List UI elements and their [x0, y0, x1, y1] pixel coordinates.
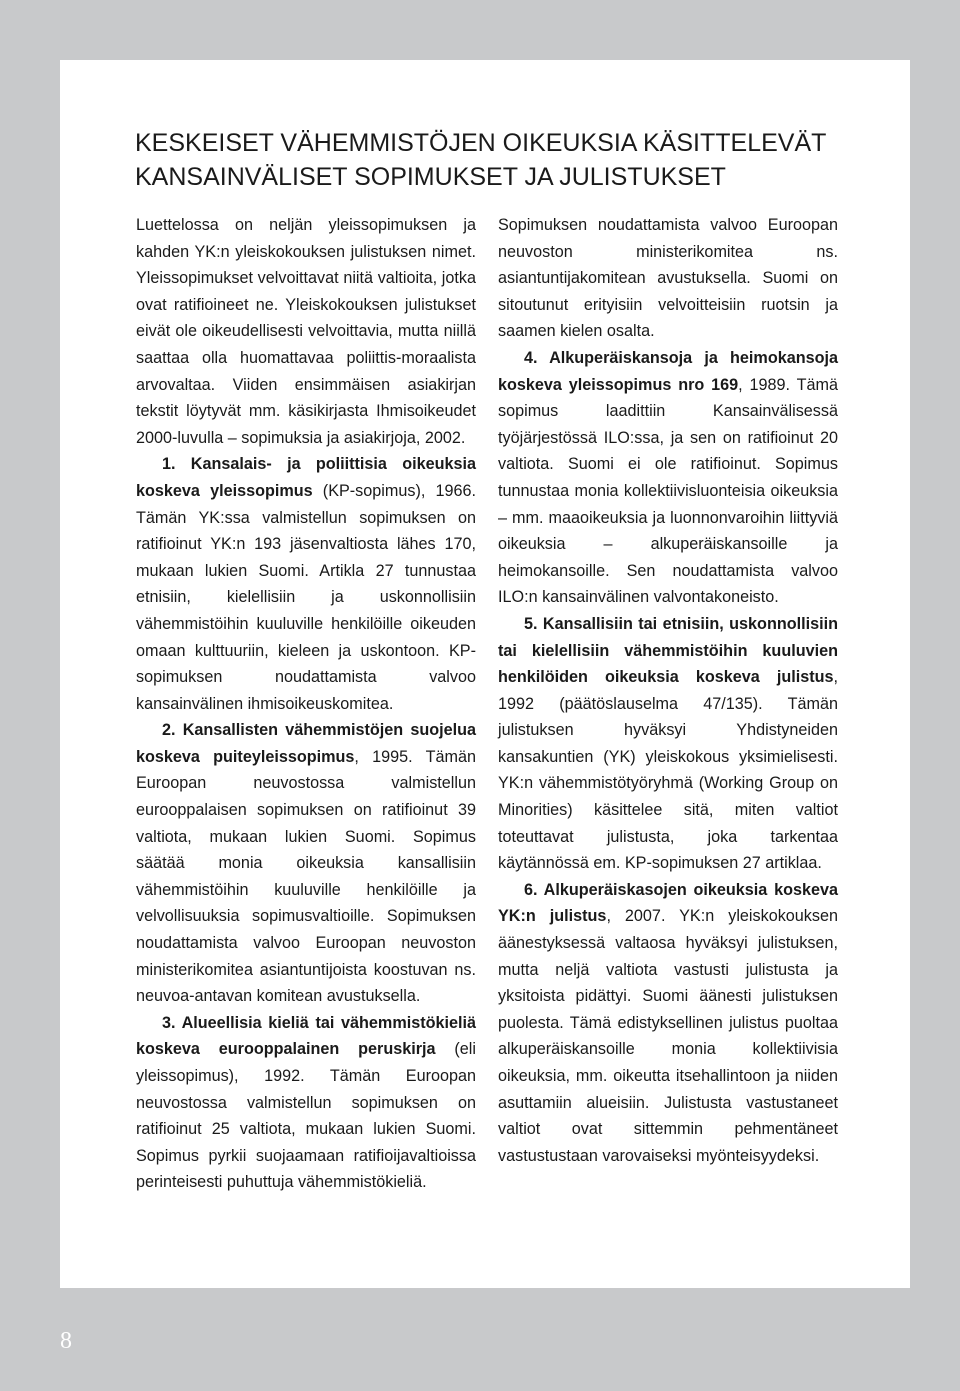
item-5-heading: 5. Kansallisiin tai etnisiin, uskonnollisiin tai kielellisiin vähemmistöihin kuuluvien henkilöiden oikeuksia koskeva julistus — [498, 614, 838, 687]
item-1-paragraph — [136, 451, 476, 717]
continuation-paragraph: Sopimuksen noudattamista valvoo Euroopan neuvoston ministerikomitea ns. asiantuntijakomitean avustuksella. Suomi on sitoutunut erityisiin velvoitteisiin ruotsin ja saamen kielen osalta. — [498, 216, 838, 341]
left-column — [136, 212, 476, 1196]
item-4-heading: 4. Alkuperäiskansoja ja heimokansoja koskeva yleissopimus nro 169 — [498, 348, 838, 394]
item-5-paragraph — [498, 611, 838, 877]
item-4-paragraph — [498, 345, 838, 611]
item-2-body: , 1995. Tämän Euroopan neuvostossa valmistellun eurooppalaisen sopimuksen on ratifioinut 39 valtiota, mukaan lukien Suomi. Sopimus säätää monia oikeuksia kansallisiin vähemmistöihin kuuluville henkilöille ja velvollisuuksia sopimusvaltioille. Sopimuksen noudattamista valvoo Euroopan neuvoston ministerikomitea asiantuntijoista koostuvan ns. neuvoa-antavan komitean avustuksella. — [136, 747, 476, 1006]
page-title — [135, 126, 855, 194]
item-1-heading: 1. Kansalais- ja poliittisia oikeuksia koskeva yleissopimus — [136, 455, 476, 500]
item-6-paragraph — [498, 877, 838, 1170]
page-number: 8 — [60, 1328, 72, 1354]
right-column — [498, 212, 838, 1169]
item-2-heading: 2. Kansallisten vähemmistöjen suojelua koskeva puiteyleissopimus — [136, 721, 476, 766]
item-4-body: , 1989. Tämä sopimus laadittiin Kansainvälisessä työjärjestössä ILO:ssa, ja sen on ratifioinut 20 valtiota. Suomi ei ole ratifioinut. Sopimus tunnustaa monia kollektiivisluonteisia oikeuksia – mm. maaoikeuksia ja luonnonvaroihin liittyviä oikeuksia – alkuperäiskansoille ja heimokansoille. Sen noudattamista valvoo ILO:n kansainvälinen valvontakoneisto. — [498, 375, 839, 607]
item-3-body: (eli yleissopimus), 1992. Tämän Euroopan neuvostossa valmistellun sopimuksen on ratifioinut 25 valtiota, mukaan lukien Suomi. Sopimus pyrkii suojaamaan ratifioijavaltioissa perinteisesti puhuttuja vähemmistökieliä. — [136, 1040, 476, 1192]
item-2-paragraph — [136, 717, 476, 1010]
item-6-body: , 2007. YK:n yleiskokouksen äänestyksessä valtaosa hyväksyi julistuksen, mutta neljä valtiota vastusti julistusta ja yksitoista pidättyi. Suomi äänesti julistuksen puolesta. Tämä edistyksellinen julistus puoltaa alkuperäiskansoille monia kollektiivisia oikeuksia, mm. oikeutta itsehallintoon ja niiden asuttamiin alueisiin. Julistusta vastustaneet valtiot ovat sittemmin pehmentäneet vastustustaan varovaiseksi myönteisyydeksi. — [498, 907, 838, 1165]
item-3-heading: 3. Alueellisia kieliä tai vähemmistökieliä koskeva eurooppalainen peruskirja — [136, 1013, 476, 1059]
footer-band — [0, 1288, 960, 1391]
intro-paragraph: Luettelossa on neljän yleissopimuksen ja kahden YK:n yleiskokouksen julistuksen nimet. Yleissopimukset velvoittavat niitä valtioita, jotka ovat ratifioineet ne. Yleiskokouksen julistukset eivät ole oikeudellisesti velvoittavia, mutta niillä saattaa olla huomattavaa poliittis-moraalista arvovaltaa. Viiden ensimmäisen asiakirjan tekstit löytyvät mm. käsikirjasta Ihmisoikeudet 2000-luvulla – sopimuksia ja asiakirjoja, 2002. — [136, 216, 476, 447]
title-line-1: KESKEISET VÄHEMMISTÖJEN OIKEUKSIA KÄSITTELEVÄT — [135, 129, 827, 157]
item-3-paragraph — [136, 1010, 476, 1196]
item-5-body: , 1992 (päätöslauselma 47/135). Tämän julistuksen hyväksyi Yhdistyneiden kansakuntien (YK) yleiskokous yksimielisesti. YK:n vähemmistötyöryhmä (Working Group on Minorities) käsittelee sitä, miten valtiot toteuttavat julistusta, joka tarkentaa käytännössä em. KP-sopimuksen 27 artiklaa. — [498, 668, 838, 873]
item-1-body: (KP-sopimus), 1966. Tämän YK:ssa valmistellun sopimuksen on ratifioinut YK:n 193 jäsenvaltiosta lähes 170, mukaan lukien Suomi. Artikla 27 tunnustaa etnisiin, kielellisiin ja uskonnollisiin vähemmistöihin kuuluville henkilöille oikeuden omaan kulttuuriin, kieleen ja uskontoon. KP-sopimuksen noudattamista valvoo kansainvälinen ihmisoikeuskomitea. — [136, 481, 477, 713]
item-6-heading: 6. Alkuperäiskasojen oikeuksia koskeva YK:n julistus — [498, 880, 838, 926]
title-line-2: KANSAINVÄLISET SOPIMUKSET JA JULISTUKSET — [135, 163, 726, 191]
